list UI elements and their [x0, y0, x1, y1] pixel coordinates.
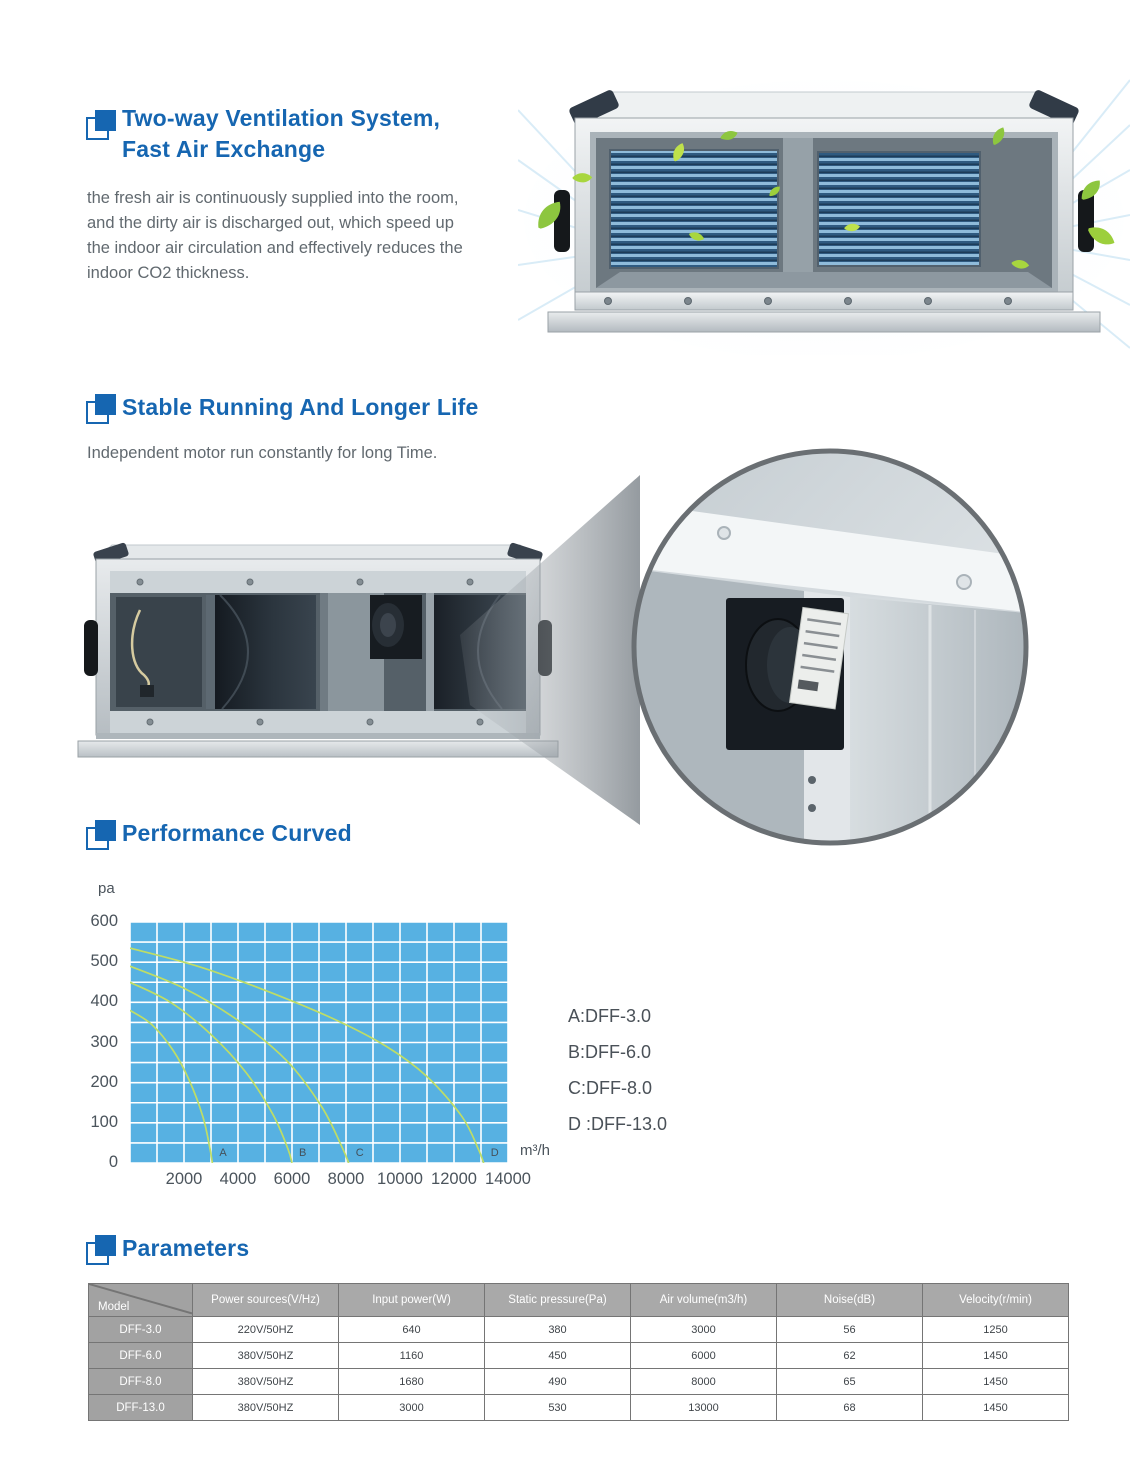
section-title-stable: Stable Running And Longer Life: [122, 394, 479, 420]
x-axis-unit-label: m³/h: [520, 1142, 550, 1159]
table-column-header: Noise(dB): [777, 1284, 923, 1317]
x-tick-label: 10000: [377, 1170, 423, 1188]
x-tick-label: 8000: [327, 1170, 365, 1188]
section-bullet-icon: [86, 110, 116, 140]
curve-label-A: A: [219, 1147, 227, 1159]
y-axis-unit-label: pa: [98, 880, 115, 897]
bullet-filled-square: [95, 394, 116, 415]
bullet-filled-square: [95, 1235, 116, 1256]
performance-chart-plot: [130, 922, 508, 1163]
x-tick-label: 14000: [485, 1170, 531, 1188]
table-cell: 1680: [339, 1369, 485, 1395]
y-tick-label: 400: [90, 992, 118, 1011]
table-cell: 640: [339, 1317, 485, 1343]
table-body: [89, 1317, 1069, 1421]
table-cell: 1250: [923, 1317, 1069, 1343]
table-cell: 6000: [631, 1343, 777, 1369]
table-cell: 1450: [923, 1369, 1069, 1395]
curve-label-C: C: [355, 1147, 364, 1159]
table-column-header: Power sources(V/Hz): [193, 1284, 339, 1317]
table-cell: 56: [777, 1317, 923, 1343]
y-tick-label: 0: [108, 1153, 118, 1171]
left-handle: [554, 190, 570, 252]
title-line-1: Two-way Ventilation System,: [122, 105, 441, 131]
title-line-2: Fast Air Exchange: [122, 136, 326, 162]
bullet-filled-square: [95, 820, 116, 841]
y-tick-label: 500: [90, 952, 118, 971]
section-title-ventilation: [122, 103, 440, 165]
model-cell: DFF-3.0: [89, 1317, 193, 1343]
corner-label: Model: [98, 1301, 130, 1313]
parameters-table: [88, 1283, 1069, 1421]
table-header-row: [89, 1284, 1069, 1317]
magnifier-beam: [460, 475, 640, 825]
table-cell: 13000: [631, 1395, 777, 1421]
section-body-ventilation: the fresh air is continuously supplied into the room, and the dirty air is discharged out, which speed up the indoor air circulation and effectively reduces the indoor CO2 thickness.: [87, 189, 463, 282]
table-row: [89, 1343, 1069, 1369]
table-cell: 490: [485, 1369, 631, 1395]
table-row: [89, 1395, 1069, 1421]
table-column-header: Velocity(r/min): [923, 1284, 1069, 1317]
y-tick-label: 600: [90, 912, 118, 930]
magnifier-detail: [0, 430, 1137, 870]
table-cell: 380V/50HZ: [193, 1395, 339, 1421]
model-cell: DFF-13.0: [89, 1395, 193, 1421]
legend-item: A:DFF-3.0: [568, 1006, 652, 1026]
legend-item: D :DFF-13.0: [568, 1114, 668, 1134]
table-cell: 530: [485, 1395, 631, 1421]
table-cell: 68: [777, 1395, 923, 1421]
section-bullet-icon: [86, 820, 116, 850]
y-tick-label: 300: [90, 1032, 118, 1051]
legend-item: B:DFF-6.0: [568, 1042, 652, 1062]
section-title-parameters: Parameters: [122, 1235, 250, 1261]
table-cell: 1450: [923, 1395, 1069, 1421]
y-tick-label: 200: [90, 1072, 118, 1091]
table-cell: 3000: [339, 1395, 485, 1421]
legend-item: C:DFF-8.0: [568, 1078, 653, 1098]
model-cell: DFF-6.0: [89, 1343, 193, 1369]
ventilation-unit-photo: [518, 70, 1130, 355]
bullet-filled-square: [95, 110, 116, 131]
chart-legend: [568, 998, 667, 1142]
table-cell: 3000: [631, 1317, 777, 1343]
table-cell: 1450: [923, 1343, 1069, 1369]
table-cell: 65: [777, 1369, 923, 1395]
right-handle: [1078, 190, 1094, 252]
x-tick-label: 12000: [431, 1170, 477, 1188]
table-corner-cell: [89, 1284, 193, 1317]
table-cell: 62: [777, 1343, 923, 1369]
section-bullet-icon: [86, 1235, 116, 1265]
table-column-header: Static pressure(Pa): [485, 1284, 631, 1317]
table-cell: 380V/50HZ: [193, 1343, 339, 1369]
model-cell: DFF-8.0: [89, 1369, 193, 1395]
section-body-stable: Independent motor run constantly for long Time.: [87, 444, 438, 462]
performance-chart: [60, 870, 820, 1220]
table-row: [89, 1317, 1069, 1343]
table-column-header: Input power(W): [339, 1284, 485, 1317]
section-bullet-icon: [86, 394, 116, 424]
section-title-performance: Performance Curved: [122, 820, 352, 846]
table-cell: 220V/50HZ: [193, 1317, 339, 1343]
curve-label-D: D: [490, 1147, 499, 1159]
table-row: [89, 1369, 1069, 1395]
curve-label-B: B: [299, 1147, 307, 1159]
table-cell: 1160: [339, 1343, 485, 1369]
table-cell: 380: [485, 1317, 631, 1343]
unit-box: [548, 89, 1100, 332]
table-column-header: Air volume(m3/h): [631, 1284, 777, 1317]
table-cell: 380V/50HZ: [193, 1369, 339, 1395]
table-cell: 450: [485, 1343, 631, 1369]
y-tick-label: 100: [90, 1112, 118, 1131]
table-cell: 8000: [631, 1369, 777, 1395]
x-tick-label: 4000: [219, 1170, 257, 1188]
x-tick-label: 2000: [165, 1170, 203, 1188]
x-tick-label: 6000: [273, 1170, 311, 1188]
